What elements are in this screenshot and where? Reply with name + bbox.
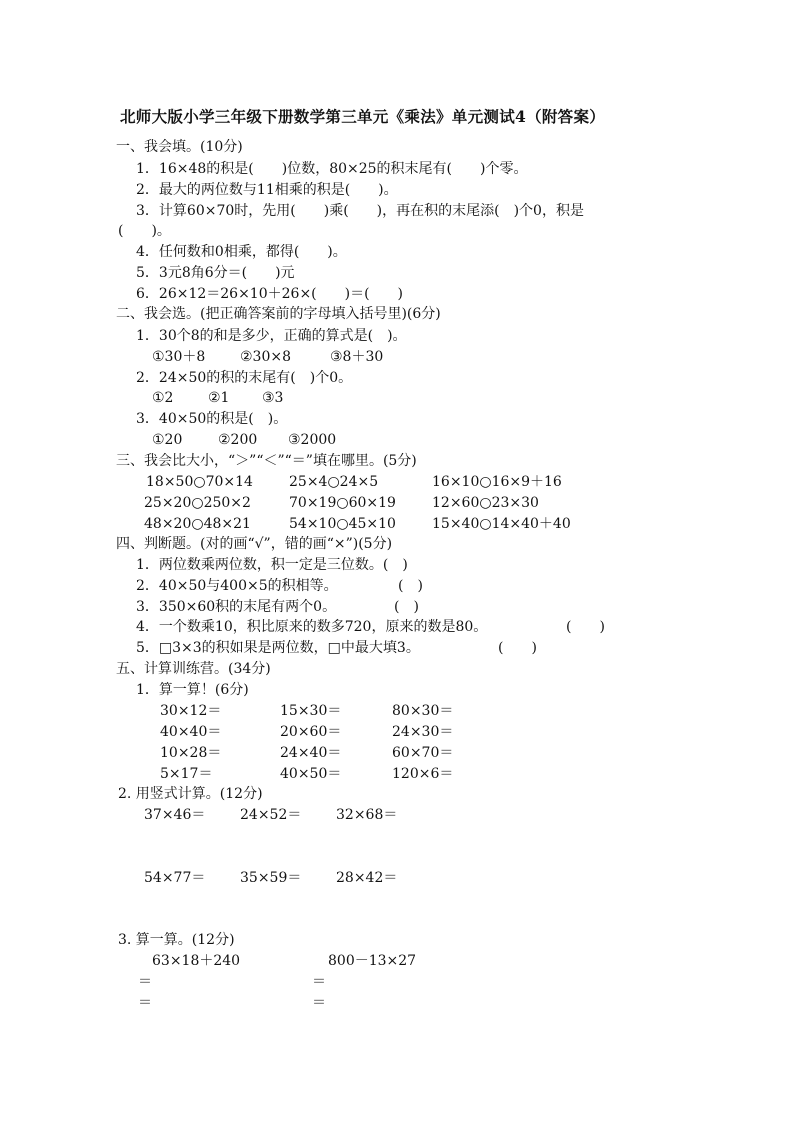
oral-calc-item: 30×12＝ <box>160 703 222 719</box>
vertical-calc-item: 35×59＝ <box>240 870 302 886</box>
s2-q3-opt2: ②200 <box>218 432 258 448</box>
compare-item: 16×10○16×9＋16 <box>432 474 562 490</box>
s2-q1-opt3: ③8＋30 <box>330 349 384 365</box>
equals-sign: ＝ <box>312 974 326 990</box>
s2-q1: 1．30个8的和是多少，正确的算式是( )。 <box>136 328 407 344</box>
section4-heading: 四、判断题。(对的画“√”，错的画“×”)(5分) <box>116 536 393 552</box>
vertical-calc-item: 24×52＝ <box>240 807 302 823</box>
oral-calc-item: 40×50＝ <box>280 766 342 782</box>
page-title: 北师大版小学三年级下册数学第三单元《乘法》单元测试4（附答案） <box>120 107 606 126</box>
s1-q3b: ( )。 <box>118 223 171 239</box>
s2-q1-opt1: ①30＋8 <box>152 349 206 365</box>
judge-item-2: 2．40×50与400×5的积相等。 <box>136 578 338 594</box>
s2-q3-opt1: ①20 <box>152 432 183 448</box>
s5-part2-label: 2. 用竖式计算。(12分) <box>118 786 263 802</box>
equals-sign: ＝ <box>312 995 326 1011</box>
compare-item: 15×40○14×40＋40 <box>432 516 571 532</box>
oral-calc-item: 24×30＝ <box>392 724 454 740</box>
oral-calc-item: 5×17＝ <box>160 766 213 782</box>
oral-calc-item: 20×60＝ <box>280 724 342 740</box>
oral-calc-item: 10×28＝ <box>160 745 222 761</box>
oral-calc-item: 40×40＝ <box>160 724 222 740</box>
judge-item-5: 5．□3×3的积如果是两位数，□中最大填3。 <box>136 640 420 656</box>
s2-q2-opt1: ①2 <box>152 390 174 406</box>
compare-item: 18×50○70×14 <box>146 474 253 490</box>
s2-q2-opt2: ②1 <box>208 390 230 406</box>
mixed-calc-expr: 63×18＋240 <box>152 953 241 969</box>
vertical-calc-item: 54×77＝ <box>144 870 206 886</box>
vertical-calc-item: 28×42＝ <box>336 870 398 886</box>
oral-calc-item: 24×40＝ <box>280 745 342 761</box>
oral-calc-item: 15×30＝ <box>280 703 342 719</box>
s1-q4: 4．任何数和0相乘，都得( )。 <box>136 244 347 260</box>
s2-q1-opt2: ②30×8 <box>240 349 292 365</box>
judge-item-3-mark: ( ) <box>394 599 419 615</box>
s1-q3a: 3．计算60×70时，先用( )乘( )，再在积的末尾添( )个0，积是 <box>136 203 584 219</box>
section5-heading: 五、计算训练营。(34分) <box>116 661 271 677</box>
vertical-calc-item: 32×68＝ <box>336 807 398 823</box>
s1-q1: 1．16×48的积是( )位数，80×25的积末尾有( )个零。 <box>136 161 528 177</box>
judge-item-5-mark: ( ) <box>498 640 537 656</box>
compare-item: 25×4○24×5 <box>289 474 379 490</box>
s1-q5: 5．3元8角6分＝( )元 <box>136 265 295 281</box>
judge-item-2-mark: ( ) <box>398 578 423 594</box>
equals-sign: ＝ <box>138 974 152 990</box>
equals-sign: ＝ <box>138 995 152 1011</box>
compare-item: 48×20○48×21 <box>144 516 251 532</box>
s5-part3-label: 3. 算一算。(12分) <box>118 932 235 948</box>
compare-item: 54×10○45×10 <box>289 516 396 532</box>
s2-q2: 2．24×50的积的末尾有( )个0。 <box>136 370 353 386</box>
oral-calc-item: 60×70＝ <box>392 745 454 761</box>
s2-q3: 3．40×50的积是( )。 <box>136 411 288 427</box>
oral-calc-item: 80×30＝ <box>392 703 454 719</box>
judge-item-3: 3．350×60积的末尾有两个0。 <box>136 599 337 615</box>
judge-item-4-mark: ( ) <box>566 619 605 635</box>
section2-heading: 二、我会选。(把正确答案前的字母填入括号里)(6分) <box>116 306 441 322</box>
compare-item: 25×20○250×2 <box>144 495 251 511</box>
compare-item: 12×60○23×30 <box>432 495 539 511</box>
section3-heading: 三、我会比大小，“＞”“＜”“＝”填在哪里。(5分) <box>116 453 417 469</box>
s2-q2-opt3: ③3 <box>262 390 284 406</box>
s1-q2: 2．最大的两位数与11相乘的积是( )。 <box>136 182 398 198</box>
judge-item-1: 1．两位数乘两位数，积一定是三位数。( ) <box>136 557 408 573</box>
vertical-calc-item: 37×46＝ <box>144 807 206 823</box>
s5-part1-label: 1．算一算！(6分) <box>136 682 249 698</box>
compare-item: 70×19○60×19 <box>289 495 396 511</box>
s2-q3-opt3: ③2000 <box>288 432 337 448</box>
oral-calc-item: 120×6＝ <box>392 766 454 782</box>
judge-item-4: 4．一个数乘10，积比原来的数多720，原来的数是80。 <box>136 619 488 635</box>
section1-heading: 一、我会填。(10分) <box>116 139 243 155</box>
mixed-calc-expr: 800－13×27 <box>328 953 417 969</box>
s1-q6: 6．26×12＝26×10＋26×( )＝( ) <box>136 286 404 302</box>
